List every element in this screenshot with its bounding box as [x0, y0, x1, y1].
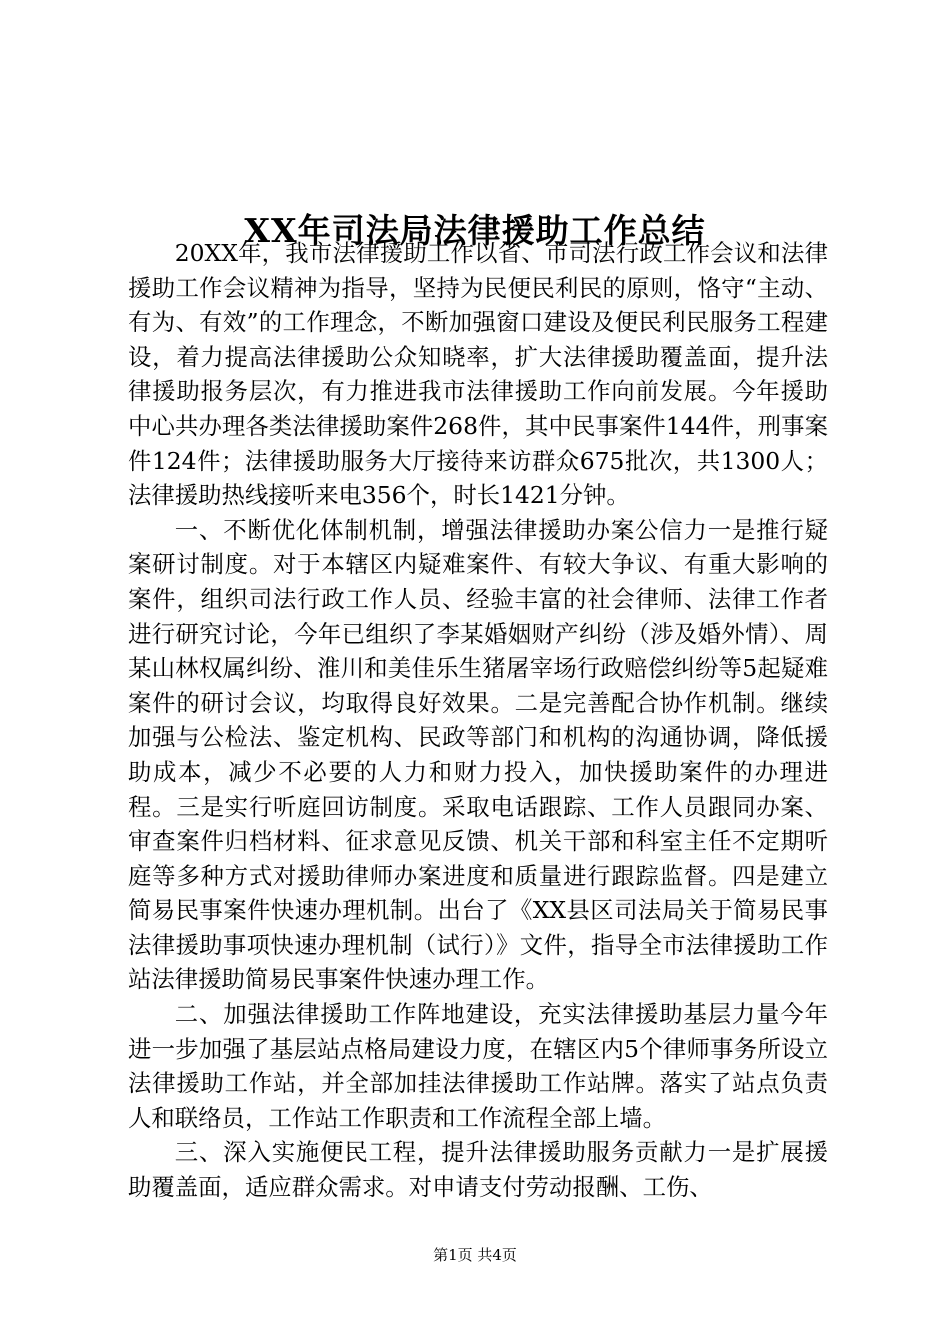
page-footer: 第1页 共4页 — [433, 1246, 517, 1264]
document-body — [128, 236, 828, 1205]
paragraph-section-3: 三、深入实施便民工程，提升法律援助服务贡献力一是扩展援助覆盖面，适应群众需求。对申请支付劳动报酬、工伤、 — [128, 1138, 828, 1202]
paragraph-section-1: 一、不断优化体制机制，增强法律援助办案公信力一是推行疑案研讨制度。对于本辖区内疑难案件、有较大争议、有重大影响的案件，组织司法行政工作人员、经验丰富的社会律师、法律工作者进行研究讨论，今年已组织了李某婚姻财产纠纷（涉及婚外情）、周某山林权属纠纷、淮川和美佳乐生猪屠宰场行政赔偿纠纷等5起疑难案件的研讨会议，均取得良好效果。二是完善配合协作机制。继续加强与公检法、鉴定机构、民政等部门和机构的沟通协调，降低援助成本，减少不必要的人力和财力投入，加快援助案件的办理进程。三是实行听庭回访制度。采取电话跟踪、工作人员跟同办案、审查案件归档材料、征求意见反馈、机关干部和科室主任不定期听庭等多种方式对援助律师办案进度和质量进行跟踪监督。四是建立简易民事案件快速办理机制。出台了《XX县区司法局关于简易民事法律援助事项快速办理机制（试行）》文件，指导全市法律援助工作站法律援助简易民事案件快速办理工作。 — [128, 515, 828, 994]
paragraph-section-2: 二、加强法律援助工作阵地建设，充实法律援助基层力量今年进一步加强了基层站点格局建设力度，在辖区内5个律师事务所设立法律援助工作站，并全部加挂法律援助工作站牌。落实了站点负责人和联络员，工作站工作职责和工作流程全部上墙。 — [128, 1000, 828, 1132]
paragraph-intro: 20XX年，我市法律援助工作以省、市司法行政工作会议和法律援助工作会议精神为指导，坚持为民便民利民的原则，恪守“主动、有为、有效”的工作理念，不断加强窗口建设及便民利民服务工程建设，着力提高法律援助公众知晓率，扩大法律援助覆盖面，提升法律援助报务层次，有力推进我市法律援助工作向前发展。今年援助中心共办理各类法律援助案件268件，其中民事案件144件，刑事案件124件；法律援助服务大厅接待来访群众675批次，共1300人；法律援助热线接听来电356个，时长1421分钟。 — [128, 239, 828, 510]
document-title: XX年司法局法律援助工作总结 — [244, 211, 706, 251]
